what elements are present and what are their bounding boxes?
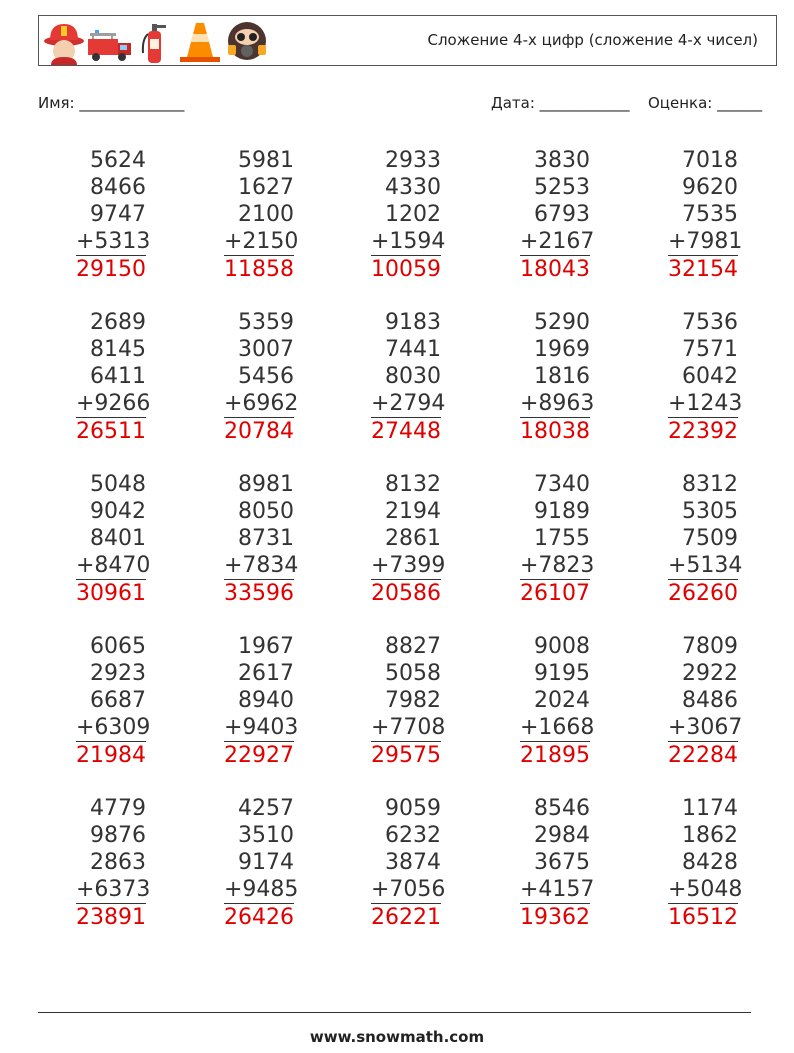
addend: 8145	[90, 337, 146, 362]
answer: 32154	[668, 257, 738, 282]
addend: 4779	[90, 796, 146, 821]
addend: 8940	[238, 688, 294, 713]
addend: 1816	[534, 364, 590, 389]
fire-extinguisher-icon	[139, 19, 169, 65]
addend: 7536	[682, 310, 738, 335]
addend: 2689	[90, 310, 146, 335]
addend: 6065	[90, 634, 146, 659]
answer: 27448	[371, 419, 441, 444]
addend: 2861	[385, 526, 441, 551]
answer: 26260	[668, 581, 738, 606]
addition-problem	[520, 309, 595, 445]
addend: 5456	[238, 364, 294, 389]
addend: +8470	[76, 553, 151, 578]
addend: 4257	[238, 796, 294, 821]
addend: 3675	[534, 850, 590, 875]
addition-problem	[76, 633, 151, 769]
addend: +7834	[224, 553, 299, 578]
addend: +6309	[76, 715, 151, 740]
addend: 2922	[682, 661, 738, 686]
addend: +4157	[520, 877, 595, 902]
grade-field: Оценка: ______	[648, 94, 763, 112]
answer: 26107	[520, 581, 590, 606]
answer: 21984	[76, 743, 146, 768]
addend: 2617	[238, 661, 294, 686]
addend: 8981	[238, 472, 294, 497]
addend: 2863	[90, 850, 146, 875]
addend: 7982	[385, 688, 441, 713]
addend: 3007	[238, 337, 294, 362]
answer: 11858	[224, 257, 294, 282]
addend: 6042	[682, 364, 738, 389]
addend: +3067	[668, 715, 743, 740]
addition-problem	[224, 147, 299, 283]
firefighter-icon	[43, 19, 85, 65]
addend: +5048	[668, 877, 743, 902]
addend: 7535	[682, 202, 738, 227]
addend: 6687	[90, 688, 146, 713]
gas-mask-icon	[225, 19, 269, 65]
addition-problem	[76, 471, 151, 607]
answer: 29150	[76, 257, 146, 282]
answer: 23891	[76, 905, 146, 930]
addend: 2194	[385, 499, 441, 524]
addend: 3874	[385, 850, 441, 875]
addend: 8486	[682, 688, 738, 713]
addend: +6373	[76, 877, 151, 902]
addend: 6232	[385, 823, 441, 848]
addend: 2984	[534, 823, 590, 848]
footer-divider	[38, 1012, 751, 1013]
addition-problem	[371, 471, 446, 607]
name-field: Имя: ______________	[38, 94, 185, 112]
addend: +8963	[520, 391, 595, 416]
addition-problem	[668, 633, 743, 769]
addend: 5624	[90, 148, 146, 173]
addend: 8030	[385, 364, 441, 389]
addition-problem	[371, 147, 446, 283]
addend: 1862	[682, 823, 738, 848]
footer-site: www.snowmath.com	[309, 1028, 485, 1046]
addition-problem	[520, 795, 595, 931]
addition-problem	[371, 795, 446, 931]
addition-problem	[76, 147, 151, 283]
answer: 29575	[371, 743, 441, 768]
addend: 5058	[385, 661, 441, 686]
addend: 8731	[238, 526, 294, 551]
addend: +7708	[371, 715, 446, 740]
addend: 1627	[238, 175, 294, 200]
answer: 20586	[371, 581, 441, 606]
addition-problem	[668, 147, 743, 283]
addend: +9485	[224, 877, 299, 902]
answer: 19362	[520, 905, 590, 930]
addend: 9747	[90, 202, 146, 227]
fire-truck-icon	[87, 19, 133, 65]
addend: 8312	[682, 472, 738, 497]
addition-problem	[668, 309, 743, 445]
page-title: Сложение 4-х цифр (сложение 4-х чисел)	[427, 31, 758, 49]
addend: 8132	[385, 472, 441, 497]
date-field: Дата: ____________	[491, 94, 630, 112]
addend: 6411	[90, 364, 146, 389]
addend: 9195	[534, 661, 590, 686]
addition-problem	[224, 471, 299, 607]
traffic-cone-icon	[177, 19, 223, 65]
addend: 9042	[90, 499, 146, 524]
addend: 5305	[682, 499, 738, 524]
addend: 2024	[534, 688, 590, 713]
addition-problem	[76, 309, 151, 445]
addend: 3830	[534, 148, 590, 173]
worksheet-header	[38, 15, 777, 66]
addend: 4330	[385, 175, 441, 200]
answer: 18038	[520, 419, 590, 444]
addition-problem	[371, 309, 446, 445]
addend: 5048	[90, 472, 146, 497]
addend: +1668	[520, 715, 595, 740]
addend: 8466	[90, 175, 146, 200]
addend: 5981	[238, 148, 294, 173]
addition-problem	[224, 795, 299, 931]
addend: 1969	[534, 337, 590, 362]
addition-problem	[76, 795, 151, 931]
addend: 5359	[238, 310, 294, 335]
addend: +6962	[224, 391, 299, 416]
addend: +7056	[371, 877, 446, 902]
addition-problem	[668, 795, 743, 931]
addend: +7823	[520, 553, 595, 578]
addend: 7809	[682, 634, 738, 659]
answer: 26221	[371, 905, 441, 930]
addend: +5134	[668, 553, 743, 578]
addend: 1967	[238, 634, 294, 659]
addend: 8546	[534, 796, 590, 821]
addend: 9189	[534, 499, 590, 524]
answer: 26426	[224, 905, 294, 930]
answer: 16512	[668, 905, 738, 930]
addend: 7571	[682, 337, 738, 362]
addend: +1594	[371, 229, 446, 254]
addend: 1174	[682, 796, 738, 821]
addend: 8827	[385, 634, 441, 659]
addend: +2167	[520, 229, 595, 254]
addition-problem	[224, 633, 299, 769]
addend: 2100	[238, 202, 294, 227]
addend: 7441	[385, 337, 441, 362]
answer: 20784	[224, 419, 294, 444]
answer: 10059	[371, 257, 441, 282]
addend: +2794	[371, 391, 446, 416]
addend: +9266	[76, 391, 151, 416]
answer: 30961	[76, 581, 146, 606]
addend: 9059	[385, 796, 441, 821]
answer: 18043	[520, 257, 590, 282]
answer: 22284	[668, 743, 738, 768]
addend: 9620	[682, 175, 738, 200]
addend: 7018	[682, 148, 738, 173]
addend: 7340	[534, 472, 590, 497]
addend: 5253	[534, 175, 590, 200]
answer: 22927	[224, 743, 294, 768]
addend: +7981	[668, 229, 743, 254]
addition-problem	[520, 147, 595, 283]
addition-problem	[520, 471, 595, 607]
addend: 2933	[385, 148, 441, 173]
addend: 1202	[385, 202, 441, 227]
addend: 2923	[90, 661, 146, 686]
addend: 9876	[90, 823, 146, 848]
addend: 7509	[682, 526, 738, 551]
addend: 9183	[385, 310, 441, 335]
addend: 8401	[90, 526, 146, 551]
addend: 8428	[682, 850, 738, 875]
addend: +9403	[224, 715, 299, 740]
addition-problem	[520, 633, 595, 769]
answer: 26511	[76, 419, 146, 444]
addend: 1755	[534, 526, 590, 551]
addend: 9174	[238, 850, 294, 875]
addend: +1243	[668, 391, 743, 416]
addend: 9008	[534, 634, 590, 659]
answer: 21895	[520, 743, 590, 768]
answer: 22392	[668, 419, 738, 444]
addend: 8050	[238, 499, 294, 524]
addend: 3510	[238, 823, 294, 848]
addend: 5290	[534, 310, 590, 335]
addend: +5313	[76, 229, 151, 254]
addend: 6793	[534, 202, 590, 227]
addition-problem	[668, 471, 743, 607]
addend: +2150	[224, 229, 299, 254]
addition-problem	[371, 633, 446, 769]
addend: +7399	[371, 553, 446, 578]
addition-problem	[224, 309, 299, 445]
answer: 33596	[224, 581, 294, 606]
